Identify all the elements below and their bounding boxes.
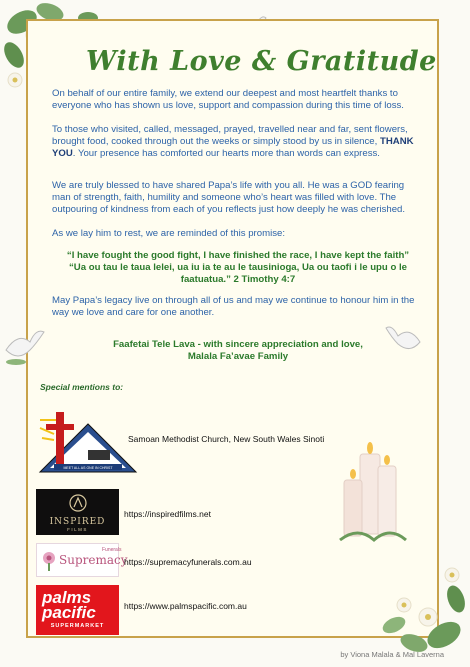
inspired-sub: FILMS: [67, 527, 88, 532]
legacy-paragraph: May Papa’s legacy live on through all of us and may we continue to honour him in the way we love and care for one another.: [52, 295, 415, 318]
promise-paragraph: As we lay him to rest, we are reminded of this promise:: [52, 228, 286, 239]
sponsor-palms-link[interactable]: https://www.palmspacific.com.au: [124, 601, 247, 611]
inspired-name: INSPIRED: [49, 517, 106, 527]
supremacy-flower-icon: [40, 550, 58, 572]
verse-samoan: “Ua ou tau le taua lelei, ua iu ia te au le tausinioga, Ua ou taofi i le upu o le faatuatua.” 2 Timothy 4:7: [69, 262, 407, 285]
pacific-word: pacific: [42, 603, 96, 622]
credit-text: by Viona Malala & Mal Laverna: [340, 650, 444, 659]
verse-english: “I have fought the good fight, I have finished the race, I have kept the faith”: [66, 250, 410, 261]
palms-word: palms: [42, 588, 92, 607]
dove-right-icon: [384, 318, 424, 356]
thanks-paragraph: On behalf of our entire family, we extend our deepest and most heartfelt thanks to everyone who has shown us love, support and compassion during this time of loss.: [52, 88, 404, 111]
dove-left-icon: [2, 322, 46, 366]
sponsor-methodist-text: Samoan Methodist Church, New South Wales Sinoti: [128, 434, 325, 444]
sponsor-inspired-link[interactable]: https://inspiredfilms.net: [124, 509, 211, 519]
inspired-emblem-icon: [68, 493, 88, 513]
sponsor-supremacy-link[interactable]: https://supremacyfunerals.com.au: [124, 557, 252, 567]
flower-corner-bottom-right-icon: [364, 555, 470, 655]
supremacy-logo: [36, 543, 128, 577]
signature-line-2: Malala Fa’avae Family: [187, 351, 289, 362]
visitors-text: To those who visited, called, messaged, prayed, travelled near and far, sent flowers, brought food, cooked through out the weeks or simply stood by us in silence,: [52, 124, 408, 147]
mentions-heading: Special mentions to:: [40, 382, 124, 392]
blessed-paragraph: We are truly blessed to have shared Papa’s life with you all. He was a GOD fearing man of strength, faith, humility and someone who’s heart was filled with love. The outpouring of kindness from each of you reflects just how deeply he was cherished.: [52, 180, 406, 215]
thank-you-text: THANK YOU: [52, 136, 414, 159]
inspired-films-logo: [36, 489, 119, 535]
visitors-paragraph: [52, 124, 424, 160]
bible-verse: [52, 250, 424, 286]
candle-icon: [338, 440, 408, 550]
methodist-motto: MEET ALL AS ONE IN CHRIST: [63, 466, 113, 470]
signature: [52, 339, 424, 363]
supremacy-tiny: Funerals: [102, 547, 122, 553]
visitors-text-end: . Your presence has comforted our hearts more than words can express.: [72, 148, 380, 159]
page-title: With Love & Gratitude: [86, 46, 437, 77]
supremacy-name: Supremacy: [59, 553, 128, 567]
palms-pacific-logo: [36, 585, 119, 635]
supermarket-word: SUPERMARKET: [50, 623, 105, 629]
signature-line-1: Faafetai Tele Lava - with sincere appreciation and love,: [113, 339, 363, 350]
methodist-cross-logo: [36, 410, 140, 475]
